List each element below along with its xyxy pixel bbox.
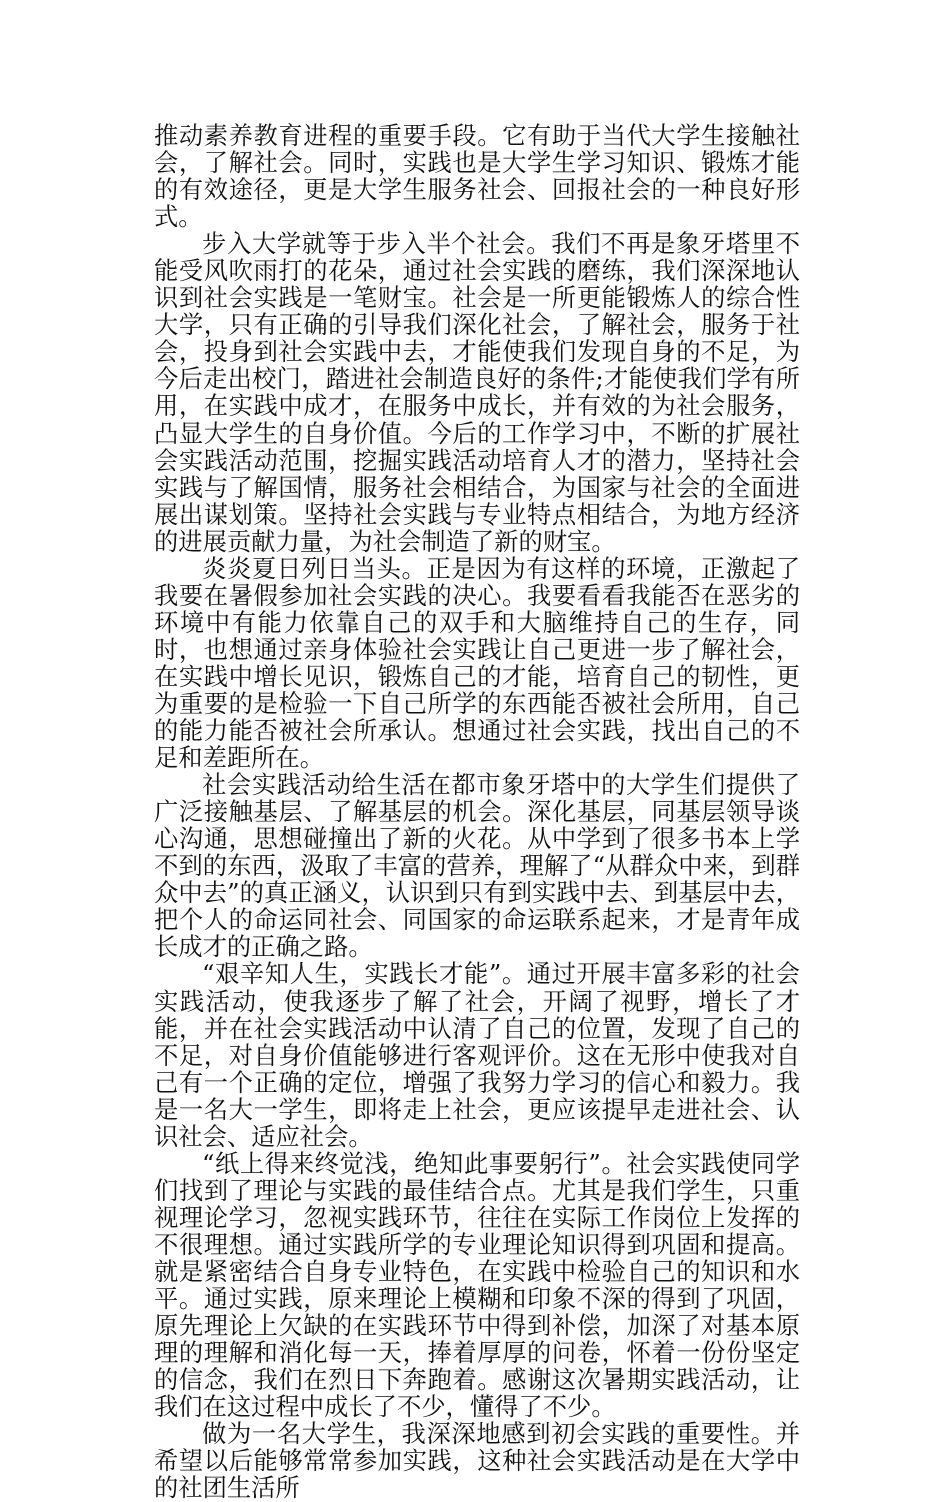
paragraph-conclusion-start: 做为一名大学生，我深深地感到初会实践的重要性。并希望以后能够常常参加实践，这种社会实践活动是在大学中的社团生活所	[154, 1419, 800, 1502]
paragraph-continuation: 推动素养教育进程的重要手段。它有助于当代大学生接触社会，了解社会。同时，实践也是大学生学习知识、锻炼才能的有效途径，更是大学生服务社会、回报社会的一种良好形式。	[154, 121, 800, 232]
paragraph-hardship-growth: “艰辛知人生，实践长才能”。通过开展丰富多彩的社会实践活动，使我逐步了解了社会，开阔了视野，增长了才能，并在社会实践活动中认清了自己的位置，发现了自己的不足，对自身价值能够进行客观评价。这在无形中使我对自己有一个正确的定位，增强了我努力学习的信心和毅力。我是一名大一学生，即将走上社会，更应该提早走进社会、认识社会、适应社会。	[154, 959, 800, 1151]
paragraph-grassroots-contact: 社会实践活动给生活在都市象牙塔中的大学生们提供了广泛接触基层、了解基层的机会。深化基层，同基层领导谈心沟通，思想碰撞出了新的火花。从中学到了很多书本上学不到的东西，汲取了丰富的营养，理解了“从群众中来，到群众中去”的真正涵义，认识到只有到实践中去、到基层中去，把个人的命运同社会、同国家的命运联系起来，才是青年成长成才的正确之路。	[154, 770, 800, 962]
document-body	[154, 122, 800, 1501]
paragraph-society-practice-value: 步入大学就等于步入半个社会。我们不再是象牙塔里不能受风吹雨打的花朵，通过社会实践的磨练，我们深深地认识到社会实践是一笔财宝。社会是一所更能锻炼人的综合性大学，只有正确的引导我们深化社会，了解社会，服务于社会，投身到社会实践中去，才能使我们发现自身的不足，为今后走出校门，踏进社会制造良好的条件;才能使我们学有所用，在实践中成才，在服务中成长，并有效的为社会服务，凸显大学生的自身价值。今后的工作学习中，不断的扩展社会实践活动范围，挖掘实践活动培育人才的潜力，坚持社会实践与了解国情，服务社会相结合，为国家与社会的全面进展出谋划策。坚持社会实践与专业特点相结合，为地方经济的进展贡献力量，为社会制造了新的财宝。	[154, 229, 800, 556]
paragraph-theory-practice: “纸上得来终觉浅，绝知此事要躬行”。社会实践使同学们找到了理论与实践的最佳结合点。尤其是我们学生，只重视理论学习，忽视实践环节，往往在实际工作岗位上发挥的不很理想。通过实践所学的专业理论知识得到巩固和提高。就是紧密结合自身专业特色，在实践中检验自己的知识和水平。通过实践，原来理论上模糊和印象不深的得到了巩固，原先理论上欠缺的在实践环节中得到补偿，加深了对基本原理的理解和消化每一天，捧着厚厚的问卷，怀着一份份坚定的信念，我们在烈日下奔跑着。感谢这次暑期实践活动，让我们在这过程中成长了不少，懂得了不少。	[154, 1148, 800, 1422]
paragraph-summer-resolve: 炎炎夏日列日当头。正是因为有这样的环境，正激起了我要在暑假参加社会实践的决心。我要看看我能否在恶劣的环境中有能力依靠自己的双手和大脑维持自己的生存，同时，也想通过亲身体验社会实践让自己更进一步了解社会，在实践中增长见识，锻炼自己的才能，培育自己的韧性，更为重要的是检验一下自己所学的东西能否被社会所用，自己的能力能否被社会所承认。想通过社会实践，找出自己的不足和差距所在。	[154, 553, 800, 773]
